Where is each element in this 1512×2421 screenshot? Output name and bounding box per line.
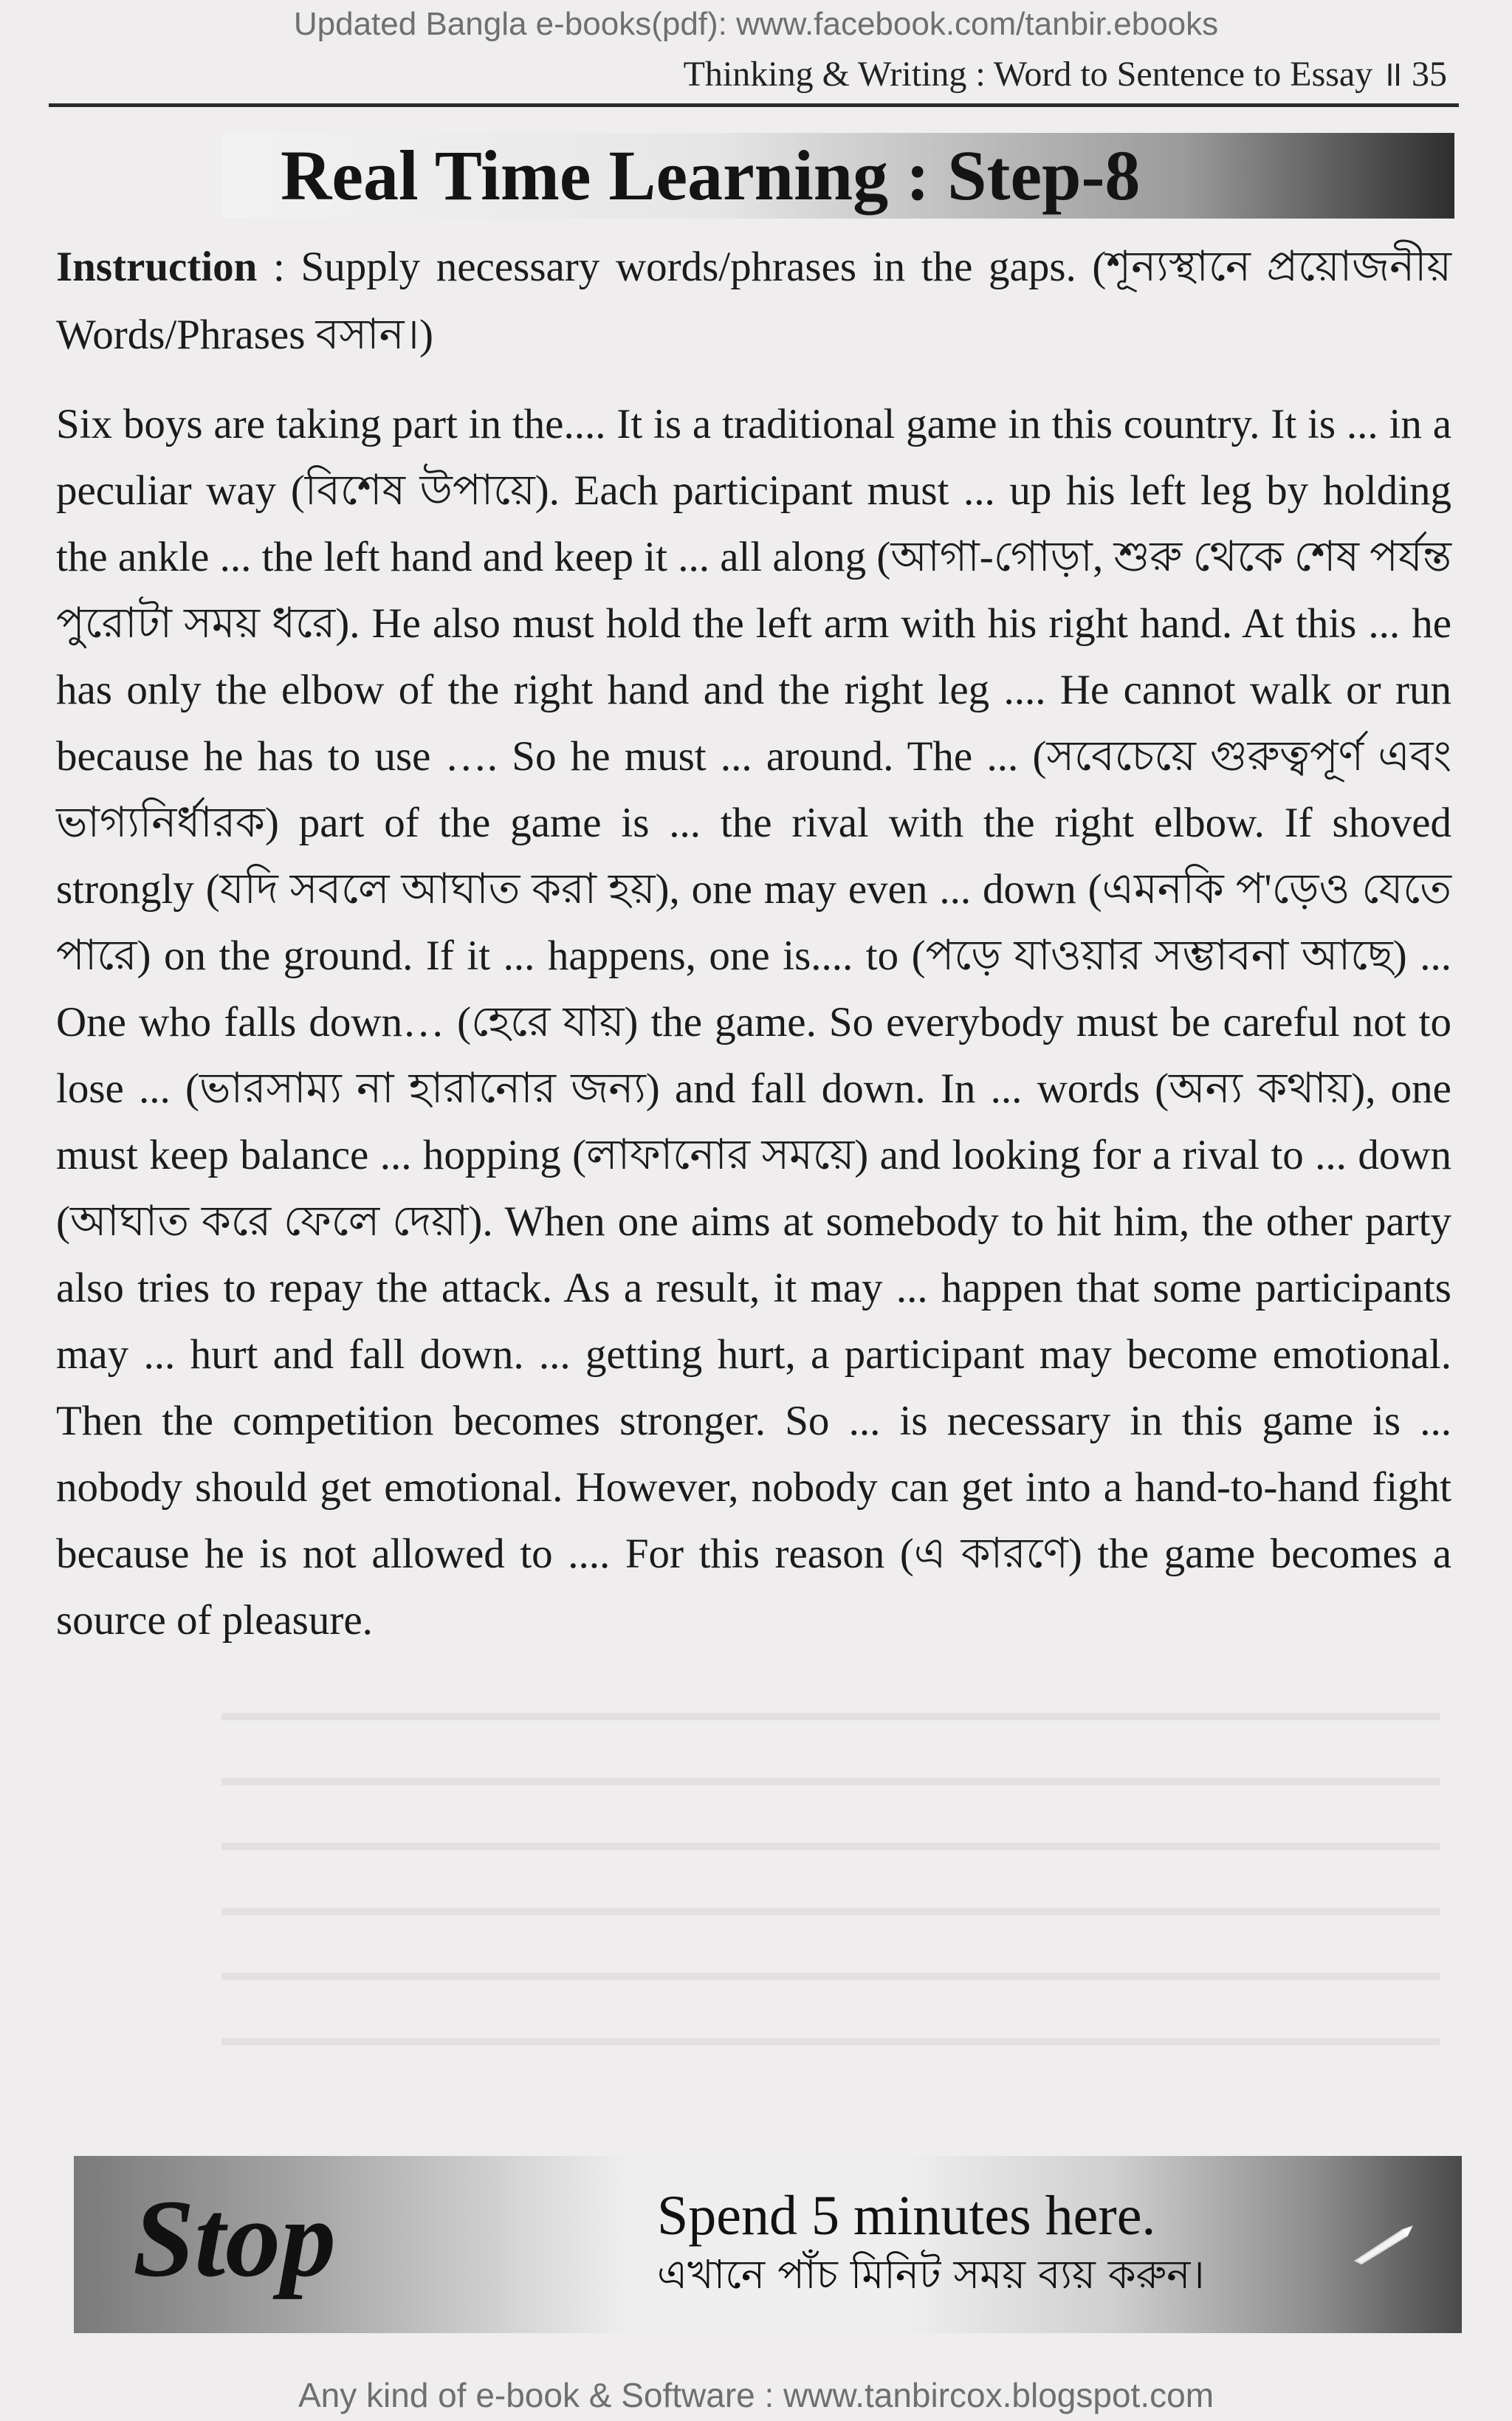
running-header: Thinking & Writing : Word to Sentence to Essay ॥ 35 (683, 55, 1447, 94)
header-rule (49, 103, 1459, 107)
stop-box (74, 2156, 1462, 2333)
watermark-top: Updated Bangla e-books(pdf): www.facebook.com/tanbir.ebooks (293, 6, 1219, 42)
instruction-label: Instruction (56, 244, 258, 290)
stop-line-bangla: এখানে পাঁচ মিনিট সময় ব্যয় করুন। (657, 2251, 1205, 2298)
stop-lines (657, 2183, 1322, 2301)
instruction-text: : Supply necessary words/phrases in the gaps. (শূন্যস্থানে প্রয়োজনীয় Words/Phrases বসান।) (56, 244, 1451, 358)
passage-text: Six boys are taking part in the.... It is a traditional game in this country. It is ... in a peculiar way (বিশেষ উপায়ে). Each participant must ... up his left leg by holding the ankle ... the left hand and keep it ... all along (আগা-গোড়া, শুরু থেকে শেষ পর্যন্ত পুরোটা সময় ধরে). He also must hold the left arm with his right hand. At this ... he has only the elbow of the right hand and the right leg .... He cannot walk or run because he has to use …. So he must ... around. The ... (সবেচেয়ে গুরুত্বপূর্ণ এবং ভাগ্যনির্ধারক) part of the game is ... the rival with the right elbow. If shoved strongly (যদি সবলে আঘাত করা হয়), one may even ... down (এমনকি প'ড়েও যেতে পারে) on the ground. If it ... happens, one is.... to (পড়ে যাওয়ার সম্ভাবনা আছে) ... One who falls down… (হেরে যায়) the game. So everybody must be careful not to lose ... (ভারসাম্য না হারানোর জন্য) and fall down. In ... words (অন্য কথায়), one must keep balance ... hopping (লাফানোর সময়ে) and looking for a rival to ... down (আঘাত করে ফেলে দেয়া). When one aims at somebody to hit him, the other party also tries to repay the attack. As a result, it may ... happen that some participants may ... hurt and fall down. ... getting hurt, a participant may become emotional. Then the competition becomes stronger. So ... is necessary in this game is ... nobody should get emotional. However, nobody can get into a hand-to-hand fight because he is not allowed to .... For this reason (এ কারণে) the game becomes a source of pleasure. (56, 401, 1451, 1644)
instruction (56, 233, 1451, 369)
title-banner (221, 133, 1454, 219)
pen-icon (1351, 2222, 1418, 2267)
stop-line-english: Spend 5 minutes here. (657, 2185, 1156, 2247)
stop-word: Stop (133, 2177, 337, 2300)
faded-show-through (221, 1669, 1440, 2053)
page-title: Real Time Learning : Step-8 (281, 136, 1141, 215)
watermark-bottom: Any kind of e-book & Software : www.tanbircox.blogspot.com (298, 2376, 1214, 2414)
